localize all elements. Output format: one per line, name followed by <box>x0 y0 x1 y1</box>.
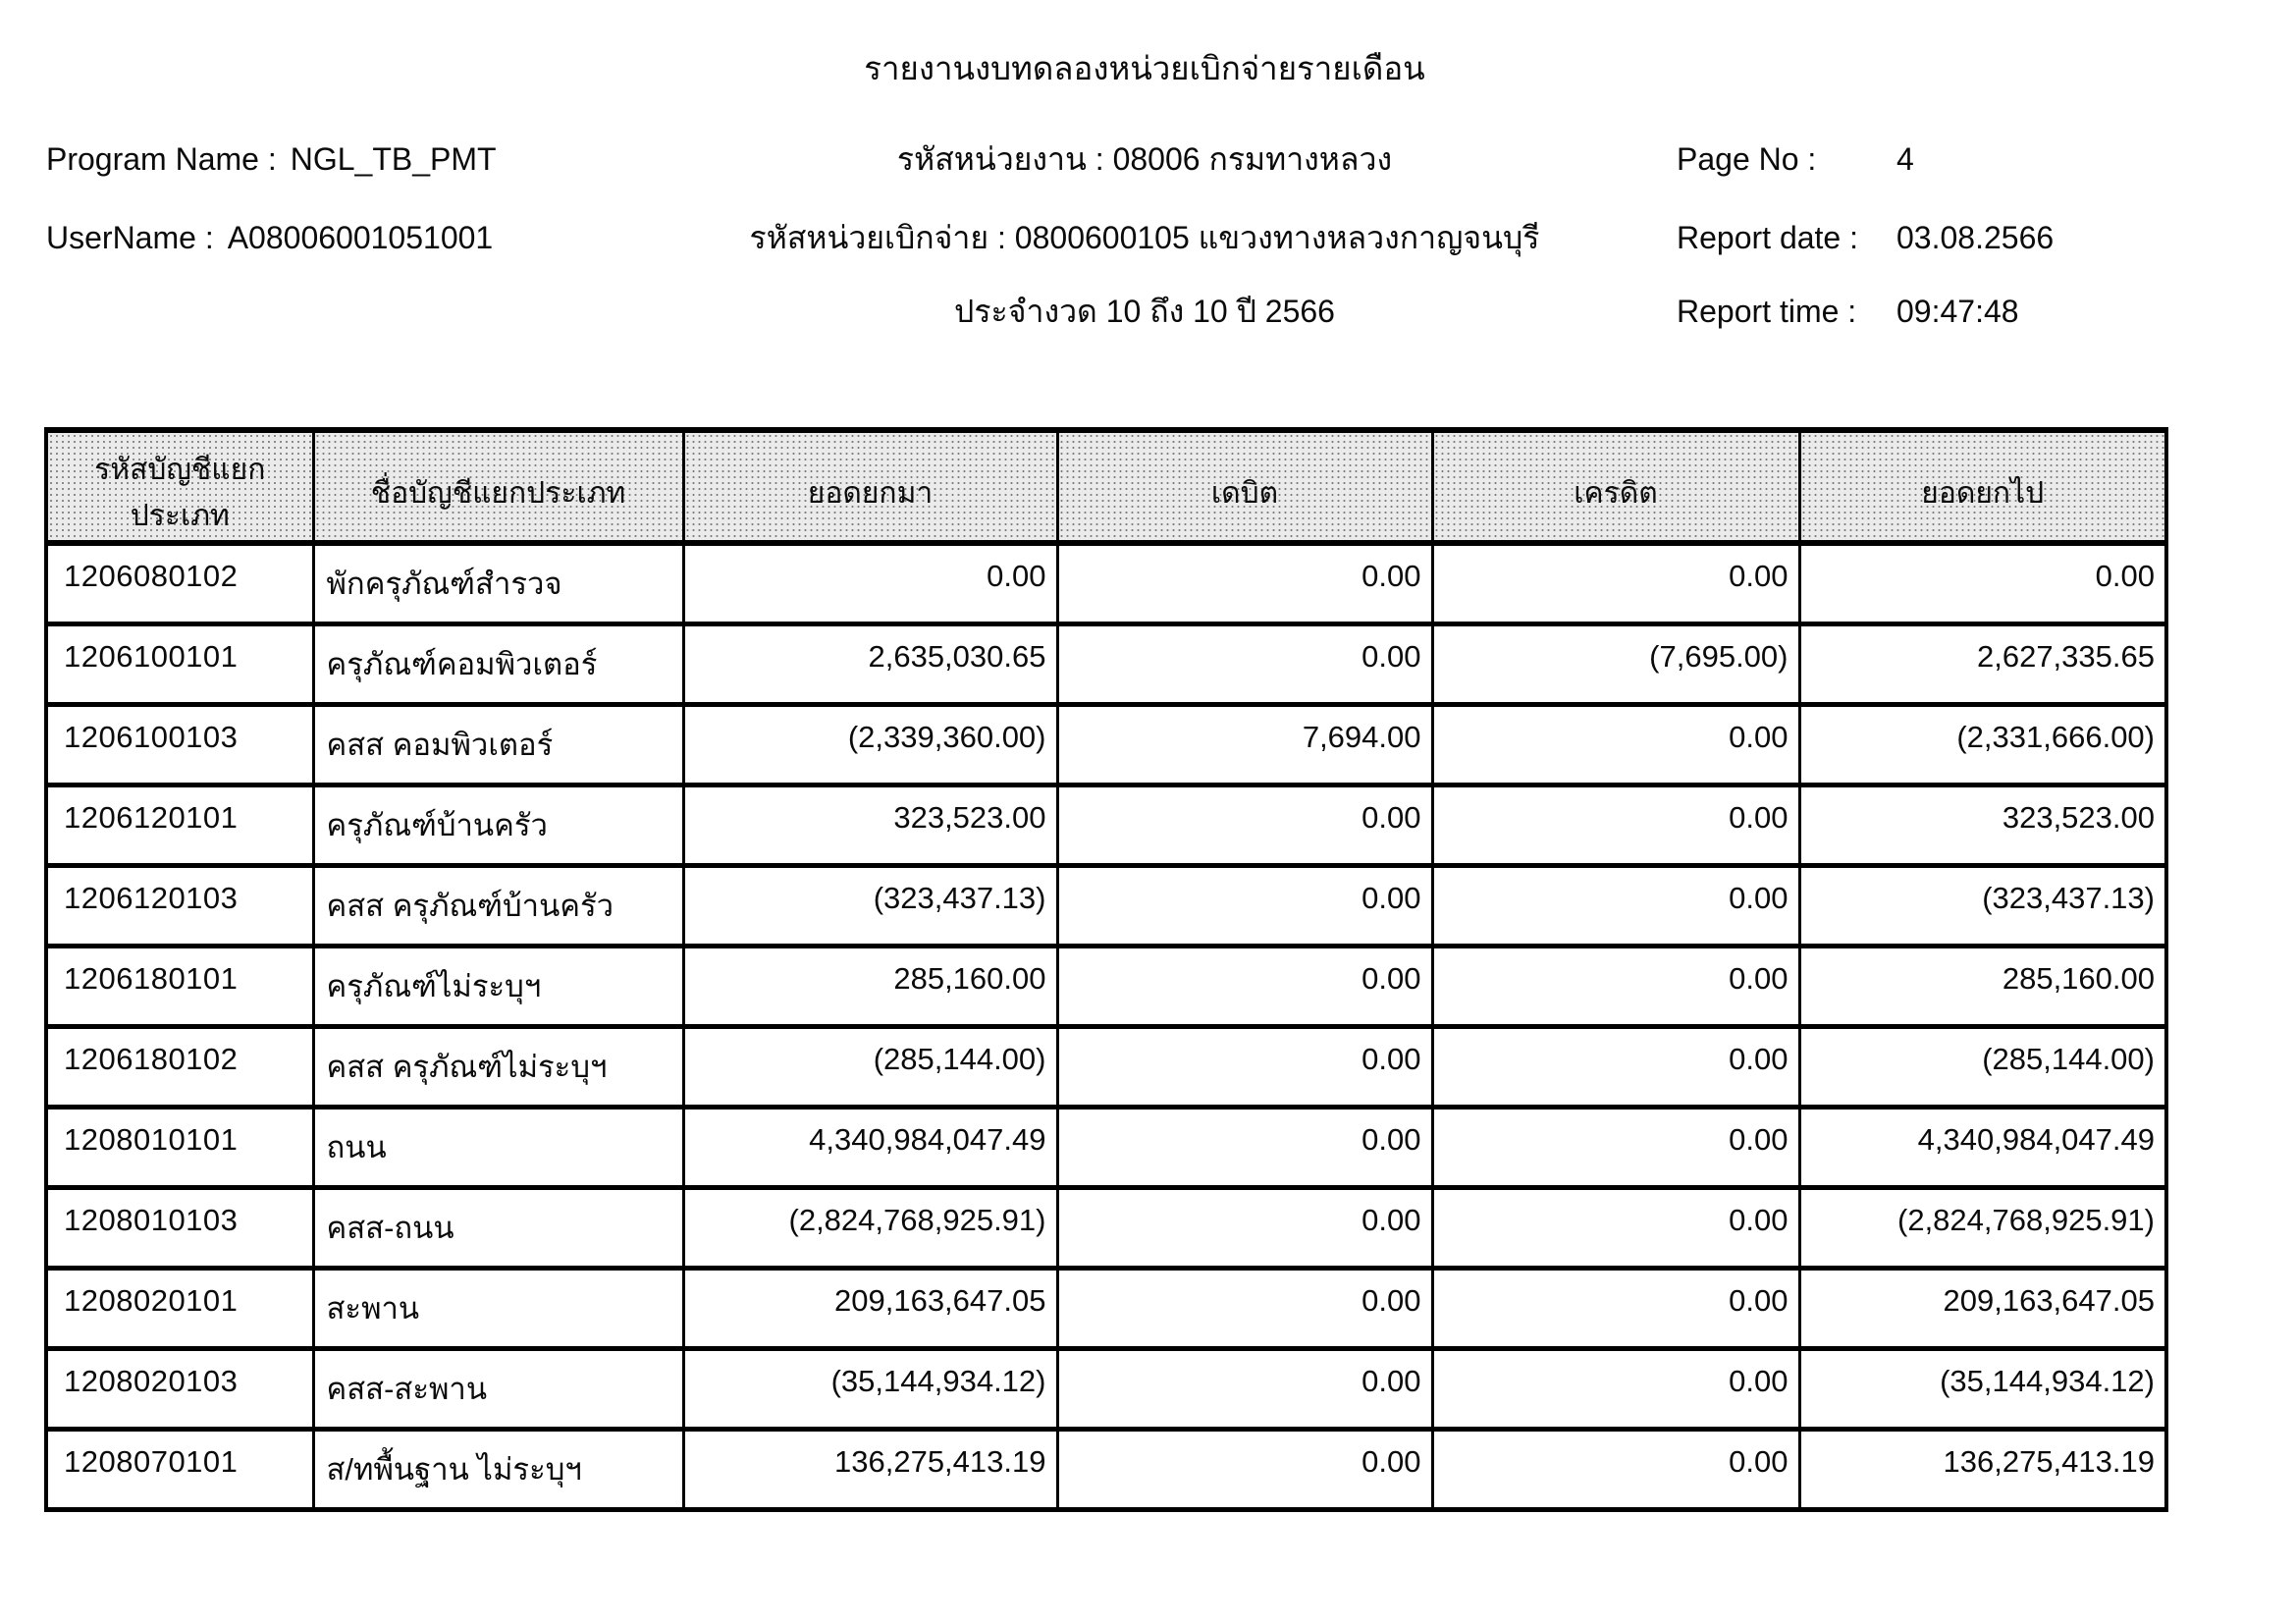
debit-cell: 0.00 <box>1057 543 1432 623</box>
credit-cell: 0.00 <box>1432 1187 1799 1268</box>
table-row <box>46 623 2166 704</box>
table-row <box>46 865 2166 946</box>
account-code-cell: 1208010103 <box>46 1187 313 1268</box>
program-name-value: NGL_TB_PMT <box>290 141 497 177</box>
ending-balance-cell: 323,523.00 <box>1799 785 2166 865</box>
report-date-label: Report date : <box>1677 220 1858 255</box>
table-row <box>46 1429 2166 1509</box>
table-row <box>46 1026 2166 1107</box>
account-code-cell: 1206080102 <box>46 543 313 623</box>
account-code-cell: 1208070101 <box>46 1429 313 1509</box>
report-title: รายงานงบทดลองหน่วยเบิกจ่ายรายเดือน <box>864 50 1425 86</box>
table-header-row <box>46 430 2166 543</box>
debit-cell: 0.00 <box>1057 1187 1432 1268</box>
ending-balance-cell: 136,275,413.19 <box>1799 1429 2166 1509</box>
table-row <box>46 785 2166 865</box>
account-name-cell: พักครุภัณฑ์สำรวจ <box>313 543 683 623</box>
ending-balance-cell: (35,144,934.12) <box>1799 1348 2166 1429</box>
credit-cell: 0.00 <box>1432 1026 1799 1107</box>
credit-cell: 0.00 <box>1432 785 1799 865</box>
account-name-cell: คสส ครุภัณฑ์บ้านครัว <box>313 865 683 946</box>
table-row <box>46 1107 2166 1187</box>
debit-cell: 0.00 <box>1057 865 1432 946</box>
debit-cell: 0.00 <box>1057 785 1432 865</box>
ending-balance-cell: (323,437.13) <box>1799 865 2166 946</box>
program-name-label: Program Name : <box>46 141 277 177</box>
table-row <box>46 1187 2166 1268</box>
ending-balance-cell: (2,824,768,925.91) <box>1799 1187 2166 1268</box>
beginning-balance-cell: 2,635,030.65 <box>683 623 1057 704</box>
table-row <box>46 1268 2166 1348</box>
beginning-balance-cell: (2,824,768,925.91) <box>683 1187 1057 1268</box>
debit-cell: 0.00 <box>1057 1348 1432 1429</box>
ending-balance-cell: 0.00 <box>1799 543 2166 623</box>
beginning-balance-cell: 285,160.00 <box>683 946 1057 1026</box>
debit-cell: 0.00 <box>1057 1107 1432 1187</box>
account-code-cell: 1206180101 <box>46 946 313 1026</box>
account-name-cell: ครุภัณฑ์ไม่ระบุฯ <box>313 946 683 1026</box>
username-line <box>46 221 493 255</box>
disbursement-unit-line: รหัสหน่วยเบิกจ่าย : 0800600105 แขวงทางหลวงกาญจนบุรี <box>749 220 1540 255</box>
col-header-account-name: ชื่อบัญชีแยกประเภท <box>313 430 683 543</box>
ending-balance-cell: 209,163,647.05 <box>1799 1268 2166 1348</box>
credit-cell: (7,695.00) <box>1432 623 1799 704</box>
trial-balance-table-wrap <box>44 427 2168 1512</box>
credit-cell: 0.00 <box>1432 704 1799 785</box>
ending-balance-cell: 285,160.00 <box>1799 946 2166 1026</box>
ending-balance-cell: 4,340,984,047.49 <box>1799 1107 2166 1187</box>
account-code-cell: 1206100101 <box>46 623 313 704</box>
account-code-cell: 1208020101 <box>46 1268 313 1348</box>
account-code-cell: 1206180102 <box>46 1026 313 1107</box>
beginning-balance-cell: 323,523.00 <box>683 785 1057 865</box>
account-name-cell: ครุภัณฑ์บ้านครัว <box>313 785 683 865</box>
credit-cell: 0.00 <box>1432 865 1799 946</box>
account-name-cell: สะพาน <box>313 1268 683 1348</box>
report-date-value: 03.08.2566 <box>1896 220 2055 255</box>
account-name-cell: คสส-ถนน <box>313 1187 683 1268</box>
account-name-cell: ครุภัณฑ์คอมพิวเตอร์ <box>313 623 683 704</box>
page-no-label: Page No : <box>1677 141 1817 177</box>
report-time-label: Report time : <box>1677 294 1857 329</box>
ending-balance-cell: (2,331,666.00) <box>1799 704 2166 785</box>
credit-cell: 0.00 <box>1432 543 1799 623</box>
debit-cell: 0.00 <box>1057 1268 1432 1348</box>
agency-code-line: รหัสหน่วยงาน : 08006 กรมทางหลวง <box>896 141 1393 177</box>
page-no-value: 4 <box>1896 141 1914 177</box>
account-code-cell: 1206100103 <box>46 704 313 785</box>
account-name-cell: คสส คอมพิวเตอร์ <box>313 704 683 785</box>
username-value: A08006001051001 <box>227 220 494 255</box>
col-header-beginning-balance: ยอดยกมา <box>683 430 1057 543</box>
beginning-balance-cell: 4,340,984,047.49 <box>683 1107 1057 1187</box>
account-name-cell: คสส ครุภัณฑ์ไม่ระบุฯ <box>313 1026 683 1107</box>
beginning-balance-cell: 0.00 <box>683 543 1057 623</box>
beginning-balance-cell: 136,275,413.19 <box>683 1429 1057 1509</box>
trial-balance-table <box>44 427 2168 1512</box>
account-name-cell: ถนน <box>313 1107 683 1187</box>
credit-cell: 0.00 <box>1432 946 1799 1026</box>
credit-cell: 0.00 <box>1432 1348 1799 1429</box>
username-label: UserName : <box>46 220 214 255</box>
credit-cell: 0.00 <box>1432 1107 1799 1187</box>
debit-cell: 7,694.00 <box>1057 704 1432 785</box>
col-header-account-code: รหัสบัญชีแยกประเภท <box>46 430 313 543</box>
period-line: ประจำงวด 10 ถึง 10 ปี 2566 <box>954 294 1335 329</box>
table-row <box>46 704 2166 785</box>
account-code-cell: 1208010101 <box>46 1107 313 1187</box>
beginning-balance-cell: 209,163,647.05 <box>683 1268 1057 1348</box>
beginning-balance-cell: (2,339,360.00) <box>683 704 1057 785</box>
account-code-cell: 1208020103 <box>46 1348 313 1429</box>
table-row <box>46 1348 2166 1429</box>
debit-cell: 0.00 <box>1057 1429 1432 1509</box>
credit-cell: 0.00 <box>1432 1268 1799 1348</box>
ending-balance-cell: (285,144.00) <box>1799 1026 2166 1107</box>
debit-cell: 0.00 <box>1057 1026 1432 1107</box>
account-name-cell: ส/ทพื้นฐาน ไม่ระบุฯ <box>313 1429 683 1509</box>
beginning-balance-cell: (285,144.00) <box>683 1026 1057 1107</box>
table-row <box>46 946 2166 1026</box>
program-name-line <box>46 142 497 177</box>
col-header-ending-balance: ยอดยกไป <box>1799 430 2166 543</box>
beginning-balance-cell: (35,144,934.12) <box>683 1348 1057 1429</box>
account-name-cell: คสส-สะพาน <box>313 1348 683 1429</box>
beginning-balance-cell: (323,437.13) <box>683 865 1057 946</box>
debit-cell: 0.00 <box>1057 623 1432 704</box>
col-header-debit: เดบิต <box>1057 430 1432 543</box>
account-code-cell: 1206120101 <box>46 785 313 865</box>
account-code-cell: 1206120103 <box>46 865 313 946</box>
ending-balance-cell: 2,627,335.65 <box>1799 623 2166 704</box>
col-header-credit: เครดิต <box>1432 430 1799 543</box>
report-time-value: 09:47:48 <box>1896 294 2019 329</box>
debit-cell: 0.00 <box>1057 946 1432 1026</box>
table-row <box>46 543 2166 623</box>
credit-cell: 0.00 <box>1432 1429 1799 1509</box>
